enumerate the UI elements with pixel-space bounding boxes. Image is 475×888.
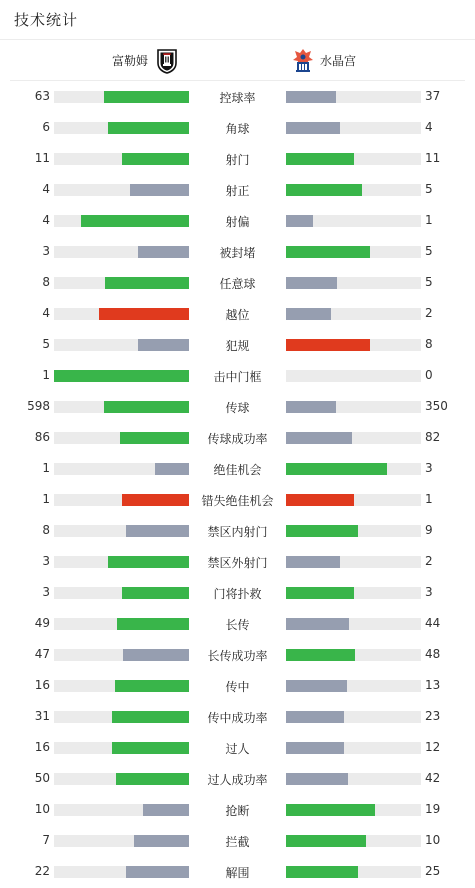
- home-stat-bar-fill: [130, 184, 189, 196]
- stat-row: [0, 702, 475, 733]
- away-stat-value: 350: [425, 399, 448, 413]
- away-stat-value: 42: [425, 771, 441, 785]
- away-stat-bar-fill: [286, 463, 387, 475]
- away-stat-bar: [286, 277, 421, 289]
- home-stat-value: 1: [42, 461, 50, 475]
- home-stat-value: 49: [34, 616, 50, 630]
- stat-row: [0, 733, 475, 764]
- stat-row: [0, 857, 475, 888]
- away-stat-value: 3: [425, 585, 433, 599]
- home-stat-value: 4: [42, 213, 50, 227]
- away-stat-value: 19: [425, 802, 441, 816]
- home-stat-bar-fill: [126, 525, 189, 537]
- home-stat-value: 10: [34, 802, 50, 816]
- stat-row: [0, 795, 475, 826]
- away-stat-bar-fill: [286, 649, 355, 661]
- home-stat-bar: [54, 277, 189, 289]
- away-stat-bar-fill: [286, 401, 336, 413]
- stat-label: 过人成功率: [207, 773, 268, 787]
- home-stat-bar: [54, 370, 189, 382]
- home-stat-bar-fill: [99, 308, 189, 320]
- stat-row: [0, 671, 475, 702]
- stat-row: [0, 82, 475, 113]
- home-stat-bar-fill: [115, 680, 189, 692]
- away-stat-bar-fill: [286, 153, 354, 165]
- home-stat-value: 16: [34, 740, 50, 754]
- stats-list: [0, 82, 475, 888]
- stat-label: 传中成功率: [207, 711, 268, 725]
- away-stat-value: 8: [425, 337, 433, 351]
- away-stat-value: 4: [425, 120, 433, 134]
- stat-row: [0, 454, 475, 485]
- away-stat-bar: [286, 246, 421, 258]
- home-stat-bar: [54, 773, 189, 785]
- stat-row: [0, 206, 475, 237]
- home-stat-bar: [54, 525, 189, 537]
- home-stat-bar-fill: [112, 742, 189, 754]
- home-team[interactable]: [112, 40, 178, 81]
- away-stat-bar: [286, 804, 421, 816]
- stat-label: 射偏: [225, 215, 250, 229]
- away-stat-bar-fill: [286, 91, 336, 103]
- away-stat-bar: [286, 835, 421, 847]
- away-stat-value: 23: [425, 709, 441, 723]
- away-stat-bar-fill: [286, 184, 362, 196]
- home-stat-bar: [54, 246, 189, 258]
- home-stat-value: 7: [42, 833, 50, 847]
- home-stat-value: 4: [42, 182, 50, 196]
- home-stat-value: 31: [34, 709, 50, 723]
- away-stat-value: 2: [425, 306, 433, 320]
- away-stat-bar: [286, 556, 421, 568]
- home-stat-bar: [54, 432, 189, 444]
- home-stat-value: 1: [42, 368, 50, 382]
- stat-row: [0, 826, 475, 857]
- away-stat-bar-fill: [286, 587, 354, 599]
- away-stat-bar: [286, 370, 421, 382]
- stat-label: 解围: [225, 866, 250, 880]
- away-stat-bar: [286, 742, 421, 754]
- away-stat-value: 82: [425, 430, 441, 444]
- away-stat-bar: [286, 711, 421, 723]
- fulham-crest-icon: [156, 48, 178, 74]
- home-stat-bar: [54, 153, 189, 165]
- home-stat-bar-fill: [116, 773, 189, 785]
- away-stat-bar: [286, 184, 421, 196]
- home-stat-bar: [54, 215, 189, 227]
- home-stat-bar: [54, 804, 189, 816]
- home-stat-value: 63: [34, 89, 50, 103]
- home-stat-value: 1: [42, 492, 50, 506]
- stat-label: 错失绝佳机会: [201, 494, 274, 508]
- stat-label: 抢断: [225, 804, 250, 818]
- away-stat-bar: [286, 91, 421, 103]
- home-stat-value: 16: [34, 678, 50, 692]
- away-stat-bar-fill: [286, 432, 352, 444]
- stat-label: 传球: [225, 401, 250, 415]
- away-stat-value: 12: [425, 740, 441, 754]
- away-stat-bar-fill: [286, 308, 331, 320]
- home-stat-bar-fill: [122, 153, 190, 165]
- stat-label: 绝佳机会: [213, 463, 262, 477]
- home-stat-value: 3: [42, 554, 50, 568]
- stat-label: 被封堵: [219, 246, 256, 260]
- stat-row: [0, 330, 475, 361]
- teams-header: [10, 40, 465, 81]
- home-stat-bar-fill: [138, 246, 189, 258]
- stat-label: 射正: [225, 184, 250, 198]
- away-stat-bar: [286, 494, 421, 506]
- stat-row: [0, 609, 475, 640]
- home-stat-bar: [54, 742, 189, 754]
- stat-row: [0, 640, 475, 671]
- away-stat-bar-fill: [286, 680, 347, 692]
- away-stat-value: 5: [425, 244, 433, 258]
- away-stat-bar: [286, 587, 421, 599]
- away-stat-value: 1: [425, 213, 433, 227]
- home-stat-bar-fill: [108, 122, 189, 134]
- stat-label: 长传: [225, 618, 250, 632]
- stat-label: 长传成功率: [207, 649, 268, 663]
- page-title: 技术统计: [14, 11, 79, 29]
- away-stat-bar-fill: [286, 494, 354, 506]
- stat-label: 禁区外射门: [207, 556, 268, 570]
- stat-label: 过人: [225, 742, 250, 756]
- stat-row: [0, 113, 475, 144]
- away-stat-bar-fill: [286, 122, 340, 134]
- away-stat-value: 2: [425, 554, 433, 568]
- away-stat-bar: [286, 525, 421, 537]
- home-stat-bar: [54, 184, 189, 196]
- away-stat-bar-fill: [286, 773, 348, 785]
- stat-label: 击中门框: [213, 370, 262, 384]
- stat-row: [0, 516, 475, 547]
- page-header: [0, 0, 475, 40]
- away-stat-bar: [286, 680, 421, 692]
- stat-row: [0, 392, 475, 423]
- home-stat-value: 22: [34, 864, 50, 878]
- home-stat-bar-fill: [134, 835, 189, 847]
- home-stat-bar: [54, 866, 189, 878]
- stat-row: [0, 268, 475, 299]
- home-stat-bar-fill: [112, 711, 189, 723]
- away-stat-bar: [286, 215, 421, 227]
- stat-row: [0, 237, 475, 268]
- home-stat-bar-fill: [143, 804, 189, 816]
- away-stat-bar: [286, 308, 421, 320]
- stat-label: 控球率: [219, 91, 256, 105]
- stat-label: 犯规: [225, 339, 250, 353]
- away-stat-bar-fill: [286, 866, 358, 878]
- home-stat-bar: [54, 680, 189, 692]
- stat-row: [0, 547, 475, 578]
- away-stat-bar-fill: [286, 618, 349, 630]
- home-stat-bar-fill: [81, 215, 189, 227]
- home-stat-value: 86: [34, 430, 50, 444]
- home-stat-value: 50: [34, 771, 50, 785]
- home-stat-bar: [54, 308, 189, 320]
- away-stat-bar-fill: [286, 804, 375, 816]
- home-stat-bar-fill: [126, 866, 189, 878]
- away-stat-value: 0: [425, 368, 433, 382]
- home-stat-bar: [54, 618, 189, 630]
- home-stat-bar-fill: [105, 277, 189, 289]
- home-stat-bar-fill: [120, 432, 189, 444]
- home-stat-bar: [54, 401, 189, 413]
- home-team-name: 富勒姆: [111, 54, 148, 68]
- away-team-name: 水晶宫: [320, 54, 357, 68]
- home-stat-value: 4: [42, 306, 50, 320]
- away-stat-value: 5: [425, 275, 433, 289]
- away-stat-value: 37: [425, 89, 441, 103]
- away-stat-bar: [286, 122, 421, 134]
- away-stat-value: 13: [425, 678, 441, 692]
- stat-row: [0, 361, 475, 392]
- away-stat-bar-fill: [286, 339, 370, 351]
- stat-label: 射门: [225, 153, 250, 167]
- away-stat-value: 9: [425, 523, 433, 537]
- away-stat-bar: [286, 773, 421, 785]
- home-stat-bar-fill: [155, 463, 189, 475]
- away-stat-bar-fill: [286, 277, 337, 289]
- away-stat-bar-fill: [286, 711, 344, 723]
- home-stat-value: 8: [42, 523, 50, 537]
- away-stat-bar: [286, 649, 421, 661]
- stat-row: [0, 764, 475, 795]
- crystal-palace-crest-icon: [292, 48, 314, 74]
- home-stat-value: 6: [42, 120, 50, 134]
- stat-label: 禁区内射门: [207, 525, 268, 539]
- home-stat-bar-fill: [54, 370, 189, 382]
- away-stat-value: 48: [425, 647, 441, 661]
- stat-row: [0, 144, 475, 175]
- stat-label: 越位: [225, 308, 250, 322]
- stat-row: [0, 299, 475, 330]
- stat-label: 传球成功率: [207, 432, 268, 446]
- home-stat-bar: [54, 711, 189, 723]
- stat-label: 门将扑救: [213, 587, 262, 601]
- home-stat-value: 47: [34, 647, 50, 661]
- away-stat-bar: [286, 153, 421, 165]
- home-stat-bar: [54, 649, 189, 661]
- home-stat-bar: [54, 122, 189, 134]
- away-stat-value: 1: [425, 492, 433, 506]
- away-stat-value: 25: [425, 864, 441, 878]
- home-stat-bar: [54, 463, 189, 475]
- home-stat-bar: [54, 91, 189, 103]
- home-stat-bar: [54, 587, 189, 599]
- home-stat-value: 8: [42, 275, 50, 289]
- away-stat-bar: [286, 401, 421, 413]
- away-stat-bar: [286, 463, 421, 475]
- away-stat-bar-fill: [286, 525, 358, 537]
- away-stat-bar: [286, 339, 421, 351]
- away-stat-value: 5: [425, 182, 433, 196]
- away-stat-bar-fill: [286, 215, 313, 227]
- away-stat-bar-fill: [286, 742, 344, 754]
- home-stat-bar: [54, 835, 189, 847]
- away-stat-bar-fill: [286, 246, 370, 258]
- away-stat-bar-fill: [286, 556, 340, 568]
- away-team[interactable]: [292, 40, 356, 81]
- home-stat-bar-fill: [122, 494, 190, 506]
- home-stat-bar-fill: [138, 339, 189, 351]
- away-stat-bar: [286, 866, 421, 878]
- stat-row: [0, 578, 475, 609]
- home-stat-value: 11: [34, 151, 50, 165]
- stat-label: 角球: [225, 122, 250, 136]
- away-stat-value: 10: [425, 833, 441, 847]
- away-stat-bar: [286, 432, 421, 444]
- stat-label: 任意球: [219, 277, 256, 291]
- away-stat-bar-fill: [286, 835, 366, 847]
- home-stat-bar-fill: [122, 587, 190, 599]
- away-stat-value: 3: [425, 461, 433, 475]
- stat-row: [0, 175, 475, 206]
- home-stat-value: 5: [42, 337, 50, 351]
- home-stat-bar-fill: [117, 618, 189, 630]
- stat-label: 传中: [225, 680, 250, 694]
- home-stat-value: 3: [42, 585, 50, 599]
- stat-row: [0, 485, 475, 516]
- home-stat-bar-fill: [123, 649, 189, 661]
- home-stat-bar: [54, 556, 189, 568]
- home-stat-bar: [54, 339, 189, 351]
- away-stat-value: 44: [425, 616, 441, 630]
- away-stat-value: 11: [425, 151, 441, 165]
- home-stat-bar-fill: [104, 401, 189, 413]
- home-stat-bar-fill: [108, 556, 189, 568]
- stat-label: 拦截: [225, 835, 250, 849]
- home-stat-value: 598: [27, 399, 50, 413]
- home-stat-bar-fill: [104, 91, 189, 103]
- away-stat-bar: [286, 618, 421, 630]
- home-stat-bar: [54, 494, 189, 506]
- stat-row: [0, 423, 475, 454]
- home-stat-value: 3: [42, 244, 50, 258]
